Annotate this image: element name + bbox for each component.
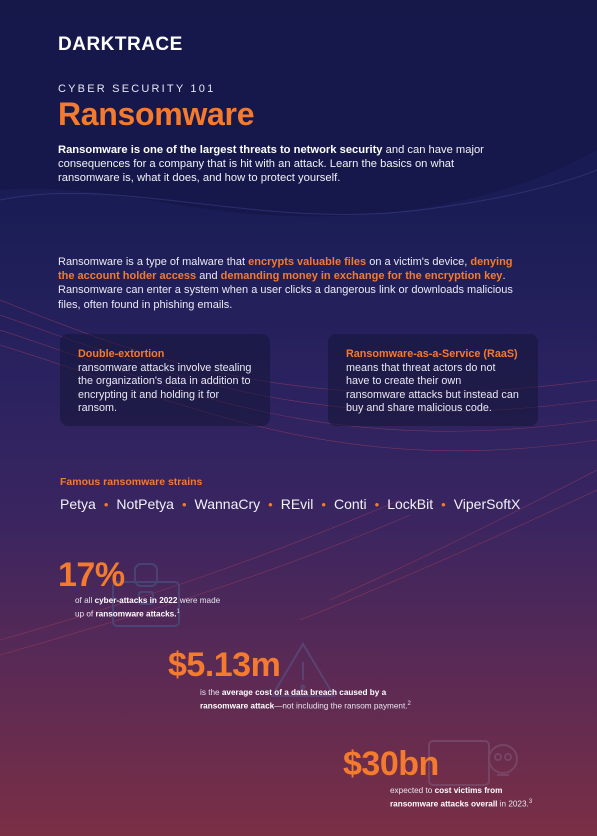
stat-text: in 2023. (497, 799, 529, 809)
definition-text: on a victim's device, (366, 256, 471, 268)
intro-rest: and can have major consequences for a company that is hit with an attack. Learn the basics on what ransomware is, what it does, and how to protect yourself. (58, 144, 484, 184)
definition-text: . Ransomware can enter a system when a user clicks a dangerous link or downloads malicious files, often found in phishing emails. (58, 270, 513, 311)
strain-item: REvil (280, 496, 314, 512)
card-title: Double-extortion (78, 348, 165, 360)
bullet: • (268, 497, 273, 512)
footnote-ref: 2 (407, 700, 411, 707)
stat-text: —not including the ransom payment. (274, 701, 408, 711)
stat-text: were made up of (75, 596, 221, 619)
strain-item: Petya (60, 496, 96, 512)
stat-bold: cost victims from ransomware attacks overall (390, 786, 503, 809)
stat-bold: average cost of a data breach caused by a ransomware attack (200, 688, 387, 711)
stat-text: expected to (390, 786, 435, 795)
intro-bold: Ransomware is one of the largest threats to network security (58, 144, 383, 156)
stat-description (200, 688, 430, 712)
stat-text: of all (75, 596, 95, 605)
card-body: ransomware attacks involve stealing the organization's data in addition to encrypting it and holding it for ransom. (78, 361, 252, 414)
card-body: means that threat actors do not have to create their own ransomware attacks but instead can buy and share malicious code. (346, 361, 519, 414)
double-extortion-card (60, 334, 270, 426)
stat-value: $5.13m (168, 646, 281, 684)
stat-value: $30bn (343, 745, 439, 783)
strains-title: Famous ransomware strains (60, 476, 203, 488)
strain-item: WannaCry (194, 496, 261, 512)
definition-text: Ransomware is a type of malware that (58, 256, 249, 268)
bullet: • (374, 497, 380, 512)
stat-bold: ransomware attacks. (95, 609, 177, 619)
strain-item: Conti (333, 496, 367, 512)
card-title: Ransomware-as-a-Service (RaaS) (346, 348, 518, 360)
definition-highlight: denying the account holder access (58, 256, 513, 283)
stat-bold: cyber-attacks in 2022 (94, 596, 178, 605)
definition-paragraph (58, 255, 518, 312)
stat-description (390, 786, 550, 810)
strain-item: ViperSoftX (453, 496, 521, 512)
bullet: • (441, 497, 446, 512)
strains-list (60, 496, 520, 512)
bullet: • (321, 497, 326, 512)
stat-text: is the (200, 688, 222, 697)
strain-item: NotPetya (116, 496, 174, 512)
strain-item: LockBit (387, 496, 434, 512)
stat-description (75, 596, 225, 620)
definition-text: and (196, 270, 221, 283)
raas-card (328, 334, 538, 426)
bullet: • (103, 497, 109, 512)
section-kicker: CYBER SECURITY 101 (58, 83, 216, 95)
page-title: Ransomware (58, 96, 255, 132)
footnote-ref: 1 (176, 608, 180, 615)
definition-highlight: encrypts valuable files (248, 256, 367, 268)
darktrace-logo: DARKTRACE (58, 34, 183, 55)
intro-paragraph (58, 143, 498, 185)
stat-value: 17% (58, 556, 125, 594)
definition-highlight: demanding money in exchange for the encryption key (220, 270, 503, 283)
bullet: • (181, 497, 187, 512)
footnote-ref: 3 (528, 798, 533, 805)
